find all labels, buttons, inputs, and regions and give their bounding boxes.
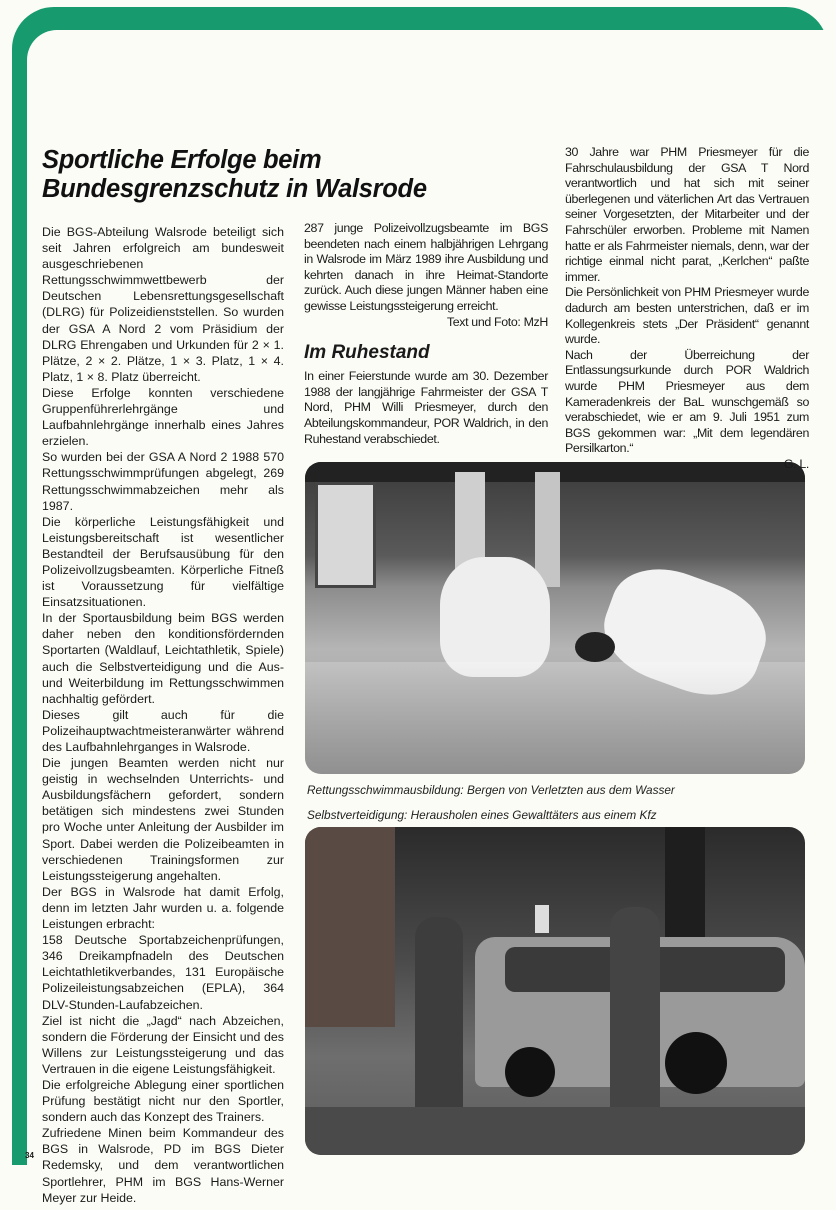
paragraph: Die BGS-Abteilung Walsrode beteiligt sich seit Jahren erfolgreich am bundesweit ausgeschriebenen Rettungsschwimmwettbewerb der Deutschen Lebensrettungsgesellschaft (DLRG) für Polizeidienststellen. So wurden der GSA A Nord 2 vom Präsidium der DLRG Ehrengaben und Urkunden für 2 × 1. Plätze, 2 × 2. Plätze, 1 × 3. Platz, 1 × 4. Platz, 1 × 8. Platz überreicht. [42,225,284,384]
paragraph: 158 Deutsche Sportabzeichenprüfungen, 346 Dreikampfnadeln des Deutschen Leichtathletikverbandes, 131 Europäische Polizeileistungsabzeichen (EPLA), 364 DLV-Stunden-Laufabzeichen. [42,933,284,1012]
photo-caption-1: Rettungsschwimmausbildung: Bergen von Verletzten aus dem Wasser [307,783,675,797]
paragraph: 287 junge Polizeivollzugsbeamte im BGS beendeten nach einem halbjährigen Lehrgang in Walsrode im März 1989 ihre Ausbildung und kehrten danach in ihre Heimat-Standorte zurück. Auch diese jungen Männer haben eine gewisse Leistungssteigerung erreicht. [304,221,548,313]
section-heading-ruhestand: Im Ruhestand [304,342,430,364]
photo-caption-2: Selbstverteidigung: Herausholen eines Gewalttäters aus einem Kfz [307,808,657,822]
paragraph: Ziel ist nicht die „Jagd“ nach Abzeichen, sondern die Förderung der Einsicht und des Willens zur Leistungssteigerung und das Vertrauen in die eigene Leistungsfähigkeit. [42,1013,284,1076]
article-column-3 [565,145,809,472]
paragraph: Die erfolgreiche Ablegung einer sportlichen Prüfung bestätigt nicht nur den Sportler, sondern auch das Konzept des Trainers. [42,1077,284,1125]
title-line-2: Bundesgrenzschutz in Walsrode [42,175,427,203]
paragraph: Die körperliche Leistungsfähigkeit und Leistungsbereitschaft ist wesentlicher Bestandteil der Berufsausübung für den Polizeivollzugsbeamten. Körperliche Fitneß ist Voraussetzung für vielfältige Einsatzsituationen. [42,514,284,610]
photo-rescue-swimming [305,462,805,774]
paragraph: Zufriedene Minen beim Kommandeur des BGS in Walsrode, PD im BGS Dieter Redemsky, und dem verantwortlichen Sportlehrer, PHM im BGS Hans-Werner Meyer zur Heide. [42,1126,284,1205]
article-title [42,146,427,204]
paragraph: 30 Jahre war PHM Priesmeyer für die Fahrschulausbildung der GSA T Nord verantwortlich und hat sich mit seiner überlegenen und väterlichen Art das Vertrauen seiner Vorgesetzten, der Mitarbeiter und der Fahrschüler erworben. Probleme mit Namen hatte er als Fahrmeister niemals, denn, war der richtige einmal nicht parat, „Kerlchen“ paßte immer. [565,145,809,284]
paragraph: Dieses gilt auch für die Polizeihauptwachtmeisteranwärter während des Laufbahnlehrganges in Walsrode. [42,707,284,754]
title-line-1: Sportliche Erfolge beim [42,146,322,174]
article-column-1 [42,224,284,1206]
paragraph: In einer Feierstunde wurde am 30. Dezember 1988 der langjährige Fahrmeister der GSA T Nord, PHM Willi Priesmeyer, durch den Abteilungskommandeur, POR Waldrich, in den Ruhestand verabschiedet. [304,369,548,446]
paragraph: Der BGS in Walsrode hat damit Erfolg, denn im letzten Jahr wurden u. a. folgende Leistungen erbracht: [42,884,284,932]
paragraph: Nach der Überreichung der Entlassungsurkunde durch POR Waldrich wurde PHM Priesmeyer aus dem Kameradenkreis der BaL wunschgemäß so verabschiedet, wie er am 9. Juli 1951 zum BGS gekommen war: „Mit dem legendären Persilkarton.“ [565,347,809,456]
photo-self-defense-car [305,827,805,1155]
paragraph: So wurden bei der GSA A Nord 2 1988 570 Rettungsschwimmprüfungen abgelegt, 269 Rettungsschwimmabzeichen mehr als 1987. [42,450,284,513]
author-signature: G. L. [783,456,809,471]
paragraph: Die jungen Beamten werden nicht nur geistig in wechselnden Unterrichts- und Ausbildungsfächern gefordert, sondern betätigen sich mindestens zwei Stunden pro Woche unter Anleitung der Ausbilder im Sport. Dabei werden die Polizeibeamten in verschiedenen Trainingsformen zur Leistungssteigerung angehalten. [42,756,284,883]
page-number: 34 [25,1151,34,1160]
article-column-2 [304,221,548,447]
paragraph: In der Sportausbildung beim BGS werden daher neben den konditionsfördernden Sportarten (Waldlauf, Leichtathletik, Spiele) auch die Selbstverteidigung und die Aus- und Weiterbildung im Rettungsschwimmen nachhaltig gefördert. [42,611,284,706]
paragraph: Die Persönlichkeit von PHM Priesmeyer wurde dadurch am besten unterstrichen, daß er im Kollegenkreis stets „Der Präsident“ genannt wurde. [565,285,809,347]
photo-credit: Text und Foto: MzH [446,314,548,329]
paragraph: Diese Erfolge konnten verschiedene Gruppenführerlehrgänge und Laufbahnlehrgänge innerhalb eines Jahres erzielen. [42,385,284,449]
